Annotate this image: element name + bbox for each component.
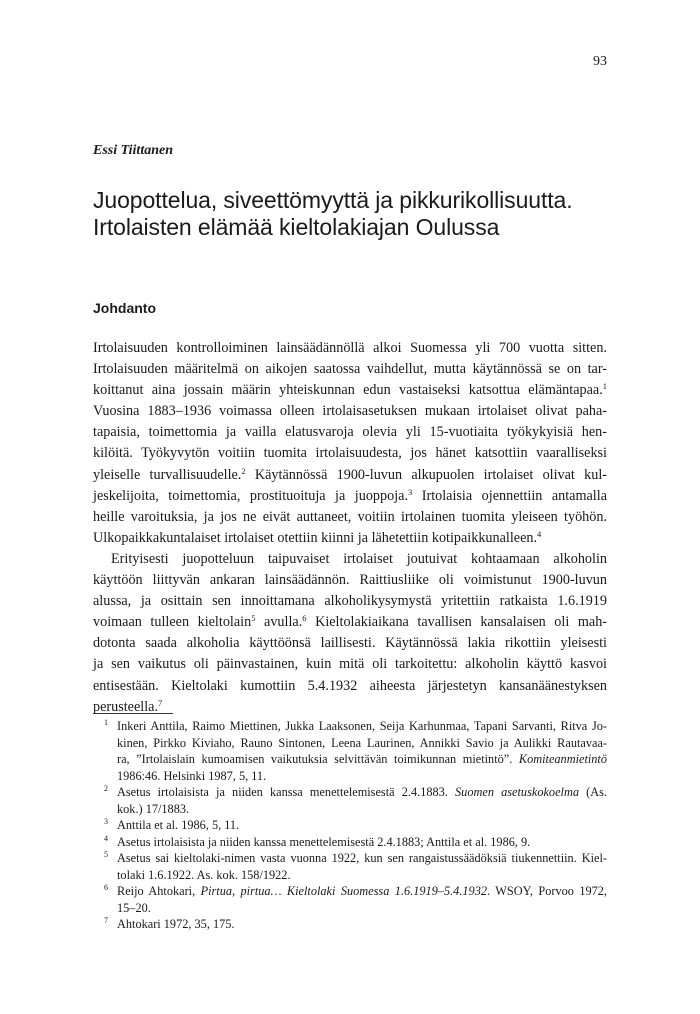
footnote-1 (93, 718, 607, 784)
text-line: jeskelijoita, toimettomia, prostituoituja ja juoppoja.$^3$ Irtolaisia ojennettiin antamalla (93, 486, 607, 504)
footnote-ref[interactable]: 4 (537, 528, 542, 539)
article-title (93, 187, 633, 241)
body-text (93, 338, 607, 718)
text-line: Ulkopaikkakuntalaiset irtolaiset otettiin kiinni ja lähetettiin kotipaikkunalleen.$^4$ (93, 528, 542, 546)
text-line: koittanut aina jossain määrin yhteiskunnan edun vastaiseksi katsottua elämäntapaa.$^1$ (93, 381, 607, 399)
footnote-separator (93, 713, 173, 714)
text-line: voimaan tulleen kieltolain$^5$ avulla.$^6$ Kieltolakiaikana tavallisen kansalaisen oli mah- (93, 613, 608, 631)
footnote-line: kinen, Pirkko Kiviaho, Rauno Sintonen, Leena Laurinen, Annikki Savio ja Aulikki Rautavaa- (117, 735, 607, 750)
author-name: Essi Tiittanen (93, 143, 174, 158)
text-line: heille varoituksia, ja jos ne eivät auttaneet, voitiin irtolainen tuomita yleiseen työhön. (93, 508, 607, 525)
footnote-line: 15–20. (117, 900, 151, 915)
text-line: entisestään. Kieltolaki kumottiin 5.4.1932 aiheesta järjestetyn kansanäänestyksen (93, 677, 607, 694)
text-line: Irtolaisuuden määritelmä on aikojen saatossa vaihdellut, mutta käytännössä se on tar- (93, 361, 607, 378)
footnote-line: Inkeri Anttila, Raimo Miettinen, Jukka Laaksonen, Seija Karhunmaa, Tapani Sarvanti, Ritva Jo- (117, 719, 607, 733)
footnote-number: 1 (104, 718, 108, 727)
text-line: Erityisesti juopotteluun taipuvaiset irtolaiset joutuivat kohtaamaan alkoholin (111, 550, 607, 567)
text-line: kilöitä. Työkyvytön voitiin tuomita irtolaisuudesta, jos hänet katsottiin vaaralliseksi (93, 445, 607, 462)
footnote-number: 2 (104, 784, 108, 793)
footnote-line: kok.) 17/1883. (117, 801, 190, 816)
footnote-ref[interactable]: 5 (251, 613, 256, 624)
text-line: käyttöön liittyvän ankaran lainsäädännön. Raittiusliike oli voimistunut 1900-luvun (93, 572, 607, 589)
footnote-number: 3 (104, 817, 108, 826)
footnote-7 (93, 916, 607, 933)
paragraph-1 (93, 338, 607, 549)
text-line: dotonta saada alkoholia käyttöönsä laillisesti. Käytännössä lakia rikottiin yleisesti (93, 635, 607, 652)
text-line: Vuosina 1883–1936 voimassa olleen irtolaisasetuksen mukaan irtolaiset olivat paha- (93, 403, 607, 420)
footnote-line: Ahtokari 1972, 35, 175. (117, 917, 235, 931)
footnote-3 (93, 817, 607, 834)
footnote-number: 4 (104, 833, 108, 843)
footnote-5 (93, 850, 607, 883)
footnote-ref[interactable]: 7 (158, 697, 163, 708)
section-heading: Johdanto (93, 300, 156, 316)
footnote-line: Anttila et al. 1986, 5, 11. (117, 818, 240, 832)
footnote-number: 5 (104, 850, 108, 859)
footnote-number: 6 (104, 883, 108, 892)
footnote-6 (93, 883, 607, 916)
text-line: yleiselle turvallisuudelle.$^2$ Käytännössä 1900-luvun alkupuolen irtolaiset olivat kul- (93, 465, 608, 483)
text-line: perusteella.$^7$ (93, 697, 163, 715)
footnote-ref[interactable]: 1 (602, 381, 607, 392)
text-line: tapaisia, toimettomia ja vailla elatusvaroja olevia yli 15-vuotiaita työkykyisiä hen- (93, 424, 607, 441)
text-line: alussa, ja osittain sen innoittamana alkoholikysymystä yritettiin ratkaista 1.6.1919 (93, 593, 607, 610)
footnote-2 (93, 784, 607, 817)
footnote-line: 1986:46. Helsinki 1987, 5, 11. (117, 768, 267, 783)
article-title-line-2: Irtolaisten elämää kieltolakiajan Oulussa (93, 214, 500, 240)
text-line: Irtolaisuuden kontrolloiminen lainsäädännöllä alkoi Suomessa yli 700 vuotta sitten. (93, 340, 607, 356)
footnote-ref[interactable]: 2 (241, 465, 246, 476)
footnote-line: Asetus irtolaisista ja niiden kanssa menettelemisestä 2.4.1883; Anttila et al. 1986, 9. (117, 834, 531, 849)
page-number: 93 (593, 54, 607, 69)
footnote-ref[interactable]: 6 (302, 613, 307, 624)
footnote-line: Asetus sai kieltolaki-nimen vasta vuonna 1922, kun sen rangaistussäädöksiä tiukennettiin. Kiel- (117, 851, 607, 865)
footnote-line: Reijo Ahtokari, Pirtua, pirtua… Kieltolaki Suomessa 1.6.1919–5.4.1932. WSOY, Porvoo 1972, (117, 884, 607, 898)
footnote-number: 7 (104, 916, 108, 925)
footnote-4 (93, 834, 607, 851)
footnote-ref[interactable]: 3 (408, 486, 413, 497)
text-line: ja sen vaikutus oli päinvastainen, kuin mitä oli tarkoitettu: alkoholin käyttö kasvoi (93, 656, 607, 673)
footnote-line: tolaki 1.6.1922. As. kok. 158/1922. (117, 867, 291, 882)
footnotes (93, 718, 607, 933)
footnote-line: ra, ”Irtolaislain kumoamisen vaikutuksia selvittävän toimikunnan mietintö”. Komiteanmietintö (117, 752, 607, 766)
footnote-line: Asetus irtolaisista ja niiden kanssa menettelemisestä 2.4.1883. Suomen asetuskokoelma (As. (117, 785, 607, 799)
article-title-line-1: Juopottelua, siveettömyyttä ja pikkurikollisuutta. (93, 187, 573, 213)
paragraph-2 (93, 549, 607, 718)
